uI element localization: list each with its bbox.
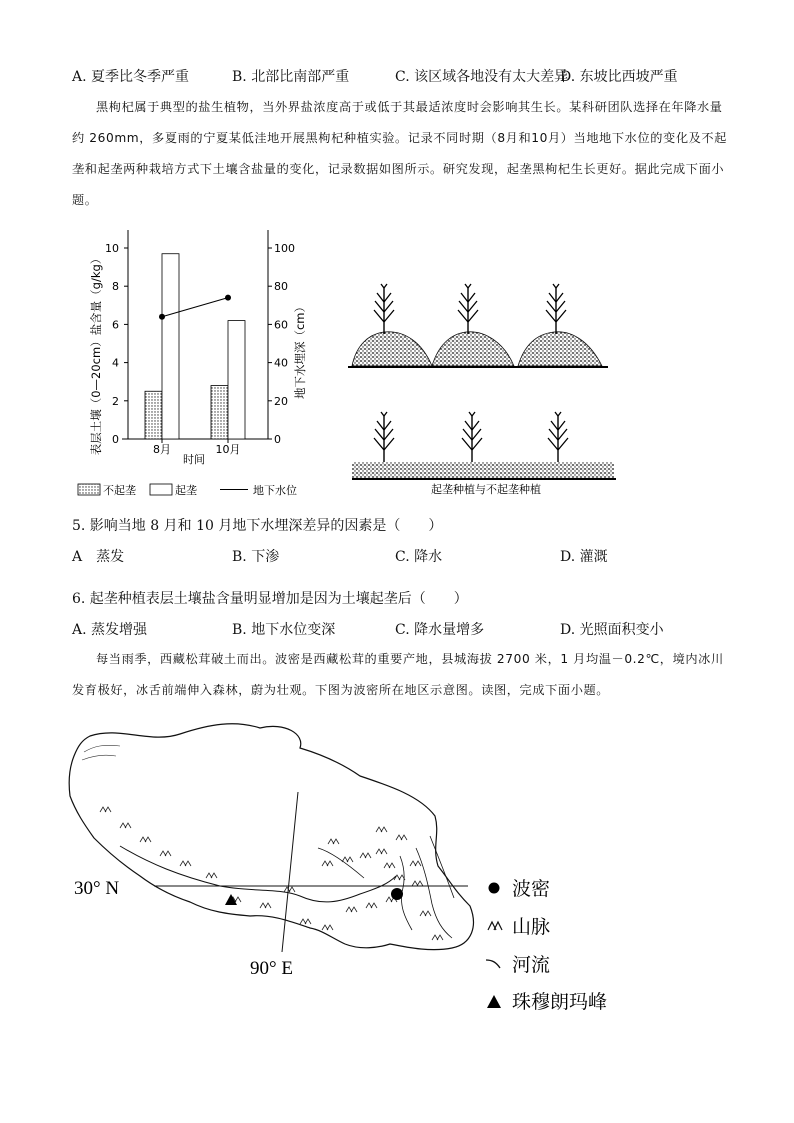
q4-option-c: C. 该区域各地没有太大差异 bbox=[395, 69, 569, 85]
y-right-tick-label: 0 bbox=[274, 433, 281, 446]
tibet-outline bbox=[69, 724, 473, 950]
y-right-label: 地下水埋深（cm） bbox=[293, 300, 307, 400]
goji-plant bbox=[374, 412, 394, 462]
legend-swatch-no-ridge bbox=[78, 484, 100, 495]
y-right-tick-label: 20 bbox=[274, 394, 288, 408]
legend-everest: 珠穆朗玛峰 bbox=[512, 991, 608, 1013]
legend-no-ridge: 不起垄 bbox=[103, 484, 136, 497]
q6-stem: 6. 起垄种植表层土壤盐含量明显增加是因为土壤起垄后（ ） bbox=[72, 591, 468, 607]
soil-ridge bbox=[352, 332, 432, 366]
q5-option-c: C. 降水 bbox=[395, 549, 443, 565]
river bbox=[318, 848, 364, 878]
y-left-tick-label: 0 bbox=[112, 433, 119, 446]
river bbox=[416, 848, 452, 938]
y-right-tick-label: 80 bbox=[274, 280, 288, 294]
bar-no-ridge bbox=[211, 386, 228, 439]
river bbox=[430, 836, 454, 898]
q4-option-d: D. 东坡比西坡严重 bbox=[560, 69, 678, 85]
latitude-label: 30° N bbox=[74, 878, 120, 899]
y-left-tick-label: 10 bbox=[105, 242, 119, 255]
y-left-tick-label: 2 bbox=[112, 394, 119, 408]
mountain-ranges bbox=[100, 807, 443, 940]
groundwater-point bbox=[225, 295, 231, 301]
legend-bomi-symbol bbox=[489, 883, 500, 894]
x-tick-label: 8月 bbox=[153, 443, 171, 456]
q4-option-a: A. 夏季比冬季严重 bbox=[72, 69, 190, 85]
q5-stem: 5. 影响当地 8 月和 10 月地下水埋深差异的因素是（ ） bbox=[72, 518, 443, 534]
y-right-tick-label: 40 bbox=[274, 356, 288, 370]
q5-option-d: D. 灌溉 bbox=[560, 549, 608, 565]
q6-option-d: D. 光照面积变小 bbox=[560, 622, 664, 638]
y-left-tick-label: 8 bbox=[112, 280, 119, 294]
legend-everest-symbol bbox=[487, 995, 501, 1008]
y-left-tick-label: 4 bbox=[112, 356, 119, 370]
everest-marker bbox=[225, 894, 237, 905]
ridge-planting-diagram bbox=[344, 276, 624, 500]
salinity-groundwater-chart bbox=[70, 222, 350, 502]
bar-no-ridge bbox=[145, 391, 162, 439]
soil-ridge bbox=[518, 332, 602, 366]
x-tick-label: 10月 bbox=[215, 443, 241, 456]
legend-river: 河流 bbox=[512, 954, 551, 976]
x-axis-label: 时间 bbox=[183, 453, 205, 466]
goji-plant bbox=[458, 284, 478, 334]
goji-plant bbox=[374, 284, 394, 334]
y-right-tick-label: 60 bbox=[274, 318, 288, 332]
goji-plant bbox=[546, 284, 566, 334]
legend-ridge: 起垄 bbox=[175, 484, 197, 497]
q6-option-b: B. 地下水位变深 bbox=[232, 622, 336, 638]
bar-ridge bbox=[162, 254, 179, 439]
bomi-marker bbox=[391, 888, 403, 900]
y-right-tick-label: 100 bbox=[274, 242, 295, 255]
diagram-caption: 起垄种植与不起垄种植 bbox=[431, 483, 541, 496]
passage-goji: 黑枸杞属于典型的盐生植物，当外界盐浓度高于或低于其最适浓度时会影响其生长。某科研团队选择在年降水量约 260mm，多夏雨的宁夏某低洼地开展黑枸杞种植实验。记录不同时期（8月和10月）当地地下水位的变化及不起垄和起垄两种栽培方式下土壤含盐量的变化，记录数据如图所示。研究发现，起垄黑枸杞生长更好。据此完成下面小题。 bbox=[72, 100, 727, 207]
longitude-90e-line bbox=[282, 792, 298, 952]
passage-bomi: 每当雨季，西藏松茸破土而出。波密是西藏松茸的重要产地，县城海拔 2700 米，1 月均温－0.2℃，境内冰川发育极好，冰舌前端伸入森林，蔚为壮观。下图为波密所在地区示意图。读图，完成下面小题。 bbox=[72, 652, 724, 697]
q6-option-a: A. 蒸发增强 bbox=[72, 622, 148, 638]
groundwater-point bbox=[159, 314, 165, 320]
legend-swatch-ridge bbox=[150, 484, 172, 495]
legend-mountain: 山脉 bbox=[512, 916, 551, 938]
soil-flat bbox=[352, 462, 614, 478]
q6-option-c: C. 降水量增多 bbox=[395, 622, 485, 638]
goji-plant bbox=[548, 412, 568, 462]
goji-plant bbox=[462, 412, 482, 462]
q5-option-b: B. 下渗 bbox=[232, 549, 280, 565]
legend-bomi: 波密 bbox=[512, 878, 551, 900]
y-left-tick-label: 6 bbox=[112, 318, 119, 332]
longitude-label: 90° E bbox=[250, 958, 293, 979]
bomi-region-map bbox=[60, 716, 740, 1016]
y-left-label: 表层土壤（0—20cm）盐含量（g/kg） bbox=[89, 252, 103, 456]
legend-river-symbol bbox=[486, 960, 500, 968]
q5-option-a: A 蒸发 bbox=[72, 549, 125, 565]
legend-groundwater: 地下水位 bbox=[253, 484, 297, 497]
soil-ridge bbox=[432, 332, 514, 366]
legend-mountain-symbol bbox=[488, 922, 502, 930]
bar-ridge bbox=[228, 321, 245, 439]
q4-option-b: B. 北部比南部严重 bbox=[232, 69, 350, 85]
